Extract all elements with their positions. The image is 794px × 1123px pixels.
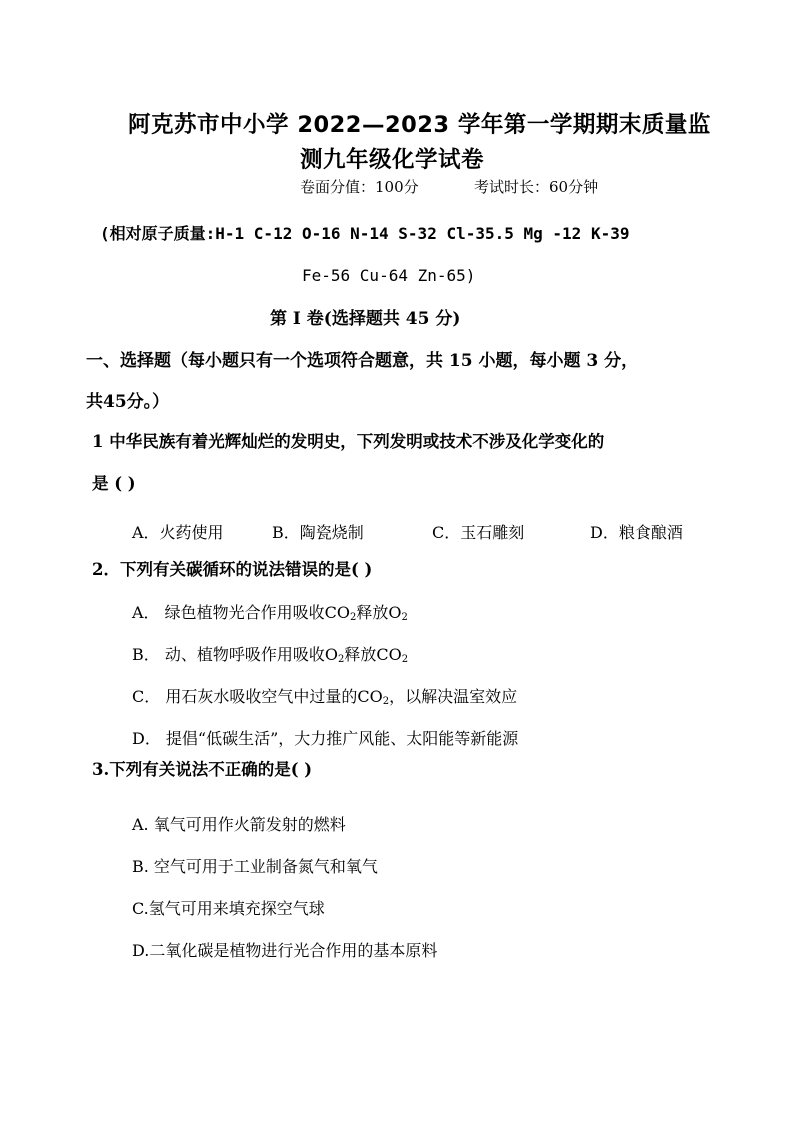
question-3-option-c[interactable]: C.氢气可用来填充探空气球 [132,899,325,918]
part-one-heading-line1: 一、选择题（每小题只有一个选项符合题意，共 15 小题，每小题 3 分， [86,351,639,371]
question-1-option-d[interactable]: D．粮食酿酒 [590,523,683,542]
score-info: 卷面分值：100分 [300,178,419,196]
exam-title-line1: 阿克苏市中小学 2022—2023 学年第一学期期末质量监 [128,112,711,138]
question-3-stem: 3.下列有关说法不正确的是( ) [92,760,313,779]
question-2-option-c[interactable]: C． 用石灰水吸收空气中过量的$CO_2$，以解决温室效应 [132,687,518,707]
question-2-option-b[interactable]: B． 动、植物呼吸作用吸收$O_2$释放$CO_2$ [132,645,409,665]
time-info: 考试时长：60分钟 [474,178,599,196]
part-one-heading-line2: 共45分。） [86,392,170,412]
question-2-option-d[interactable]: D． 提倡“低碳生活”，大力推广风能、太阳能等新能源 [132,729,519,748]
question-2-stem: 2．下列有关碳循环的说法错误的是( ) [92,560,373,579]
question-3-option-b[interactable]: B. 空气可用于工业制备氮气和氧气 [132,857,378,876]
question-2-option-a[interactable]: A． 绿色植物光合作用吸收$CO_2$释放$O_2$ [132,603,408,623]
question-3-option-a[interactable]: A. 氧气可用作火箭发射的燃料 [132,815,346,834]
question-1-option-b[interactable]: B．陶瓷烧制 [272,523,364,542]
question-1-option-c[interactable]: C．玉石雕刻 [432,523,525,542]
question-1-stem-line2: 是 ( ) [92,474,136,493]
question-1-option-a[interactable]: A．火药使用 [132,523,224,542]
section-title: 第 I 卷(选择题共 45 分) [270,309,461,329]
exam-title-line2: 测九年级化学试卷 [300,147,485,173]
atomic-mass-line1: (相对原子质量:H-1 C-12 O-16 N-14 S-32 Cl-35.5 Mg -12 K-39 [100,224,630,243]
question-3-option-d[interactable]: D.二氧化碳是植物进行光合作用的基本原料 [132,941,438,960]
question-1-stem-line1: 1 中华民族有着光辉灿烂的发明史，下列发明或技术不涉及化学变化的 [92,432,605,451]
atomic-mass-line2: Fe-56 Cu-64 Zn-65) [302,266,476,285]
